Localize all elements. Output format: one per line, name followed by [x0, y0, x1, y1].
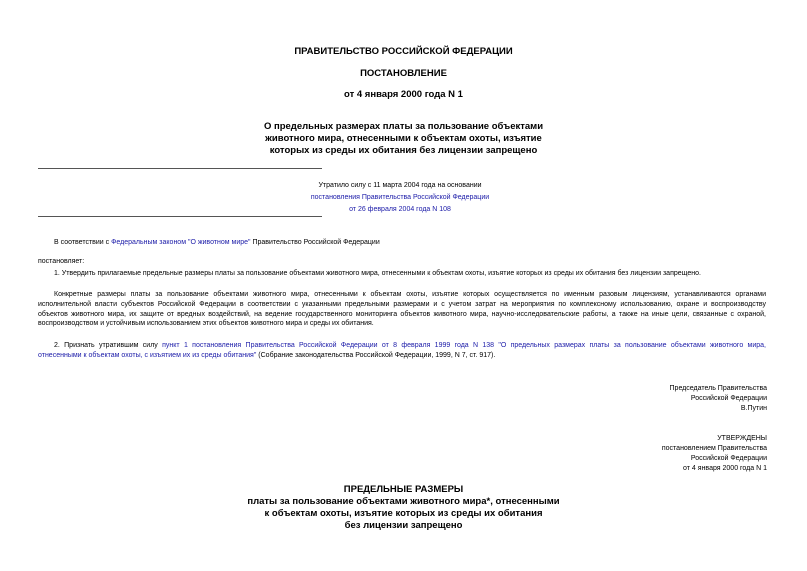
approval-line: УТВЕРЖДЕНЫ	[717, 435, 767, 442]
item-2-line	[38, 351, 766, 361]
bottom-divider	[38, 216, 322, 217]
item-1: 1. Утвердить прилагаемые предельные размеры платы за пользование объектами животного мира, отнесенными к объектам охоты, изъятие которых из среды их обитания без лицензии запрещено.	[54, 270, 701, 277]
repealed-clause-link-cont[interactable]: отнесенными к объектам охоты, с изъятием их из среды обитания"	[38, 351, 257, 359]
repeal-link[interactable]: постановления Правительства Российской Федерации	[310, 194, 490, 201]
status-note-text: Утратило силу с 11 марта 2004 года на основании	[318, 182, 482, 189]
limits-heading-line: к объектам охоты, изъятие которых из среды их обитания	[264, 508, 543, 519]
paragraph-line: исполнительной власти субъектов Российской Федерации в соответствии с указанными предельными размерами и с учетом затрат на мероприятия по комплексному использованию, охране и воспроизводству	[38, 300, 766, 308]
limits-heading-line: ПРЕДЕЛЬНЫЕ РАЗМЕРЫ	[343, 484, 464, 495]
preamble-prefix: В соответствии с	[54, 239, 112, 246]
signature-line: Российской Федерации	[690, 395, 767, 402]
paragraph-line: объектов животного мира, их защите от вредных воздействий, на ведение государственного мониторинга объектов животного мира, научно-исследовательские работы, а также на иные цели, связанные с охраной,	[38, 310, 766, 318]
title-line: которых из среды их обитания без лицензии запрещено	[269, 145, 538, 156]
repeal-link-date[interactable]: от 26 февраля 2004 года N 108	[349, 206, 451, 213]
limits-heading-line: платы за пользование объектами животного мира*, отнесенными	[247, 496, 560, 507]
item-2	[38, 341, 766, 361]
government-header: ПРАВИТЕЛЬСТВО РОССИЙСКОЙ ФЕДЕРАЦИИ	[294, 46, 513, 57]
item-2-line	[38, 341, 766, 351]
signature-name: В.Путин	[740, 405, 767, 412]
preamble-suffix: Правительство Российской Федерации	[250, 239, 380, 246]
federal-law-link[interactable]: Федеральным законом "О животном мире"	[111, 239, 251, 246]
limits-heading-line: без лицензии запрещено	[344, 520, 463, 531]
signature-line: Председатель Правительства	[669, 385, 767, 392]
paragraph-line: Конкретные размеры платы за пользование объектами животного мира, отнесенными к объектам охоты, изъятие которых осуществляется по именным разовым лицензиям, устанавливаются органами	[54, 291, 766, 298]
signature-block	[670, 384, 767, 414]
item-2-prefix: 2. Признать утратившим силу	[54, 342, 163, 349]
document-date-number: от 4 января 2000 года N 1	[344, 89, 463, 100]
approval-line: от 4 января 2000 года N 1	[683, 465, 767, 472]
title-line: животного мира, отнесенными к объектам охоты, изъятие	[265, 133, 542, 144]
item-2-suffix: (Собрание законодательства Российской Федерации, 1999, N 7, ст. 917).	[256, 351, 496, 359]
approval-line: Российской Федерации	[690, 455, 767, 462]
status-note	[250, 180, 550, 216]
preamble	[54, 238, 380, 248]
repealed-clause-link[interactable]: пункт 1 постановления Правительства Российской Федерации от 8 февраля 1999 года N 138 "О предельных размерах платы за пользование объектами животного мира,	[162, 342, 766, 349]
limits-heading	[0, 484, 807, 532]
title-line: О предельных размерах платы за пользование объектами	[263, 121, 544, 132]
top-divider	[38, 168, 322, 169]
approval-block	[662, 434, 767, 474]
paragraph-2	[38, 290, 766, 329]
approval-line: постановлением Правительства	[661, 445, 767, 452]
paragraph-line: воспроизводством и устойчивым использованием этих объектов животного мира и среды их обитания.	[38, 320, 374, 328]
document-type: ПОСТАНОВЛЕНИЕ	[360, 68, 447, 79]
resolves-text: постановляет:	[38, 258, 85, 265]
document-title	[0, 121, 807, 157]
